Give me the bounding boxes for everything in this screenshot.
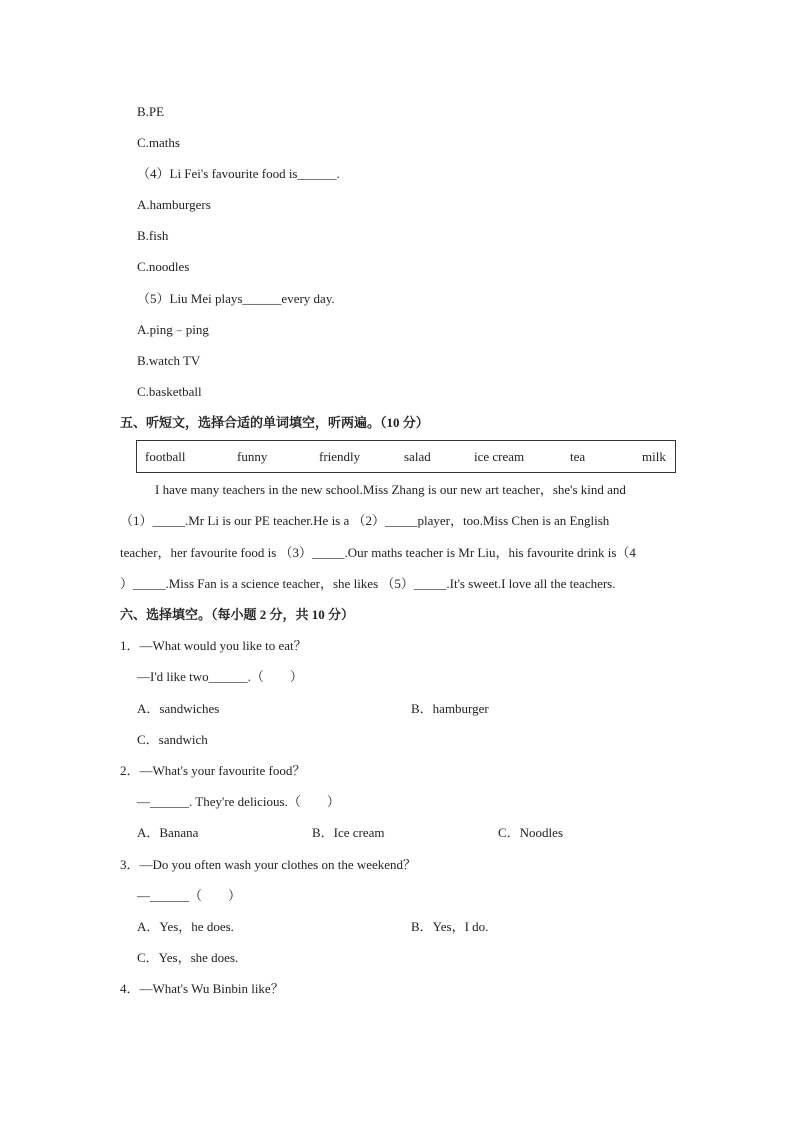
option-4b: B.fish [137, 228, 169, 243]
question-2-answer-line: —______. They're delicious.（ ） [137, 794, 340, 809]
question-3-option-a: A．Yes，he does. [137, 919, 234, 934]
question-2-option-b: B．Ice cream [312, 825, 385, 840]
question-1-stem: 1．—What would you like to eat？ [120, 638, 307, 653]
question-1-option-c: C．sandwich [137, 732, 208, 747]
option-3c: C.maths [137, 135, 180, 150]
option-5c: C.basketball [137, 384, 202, 399]
passage-line-4: ）_____.Miss Fan is a science teacher，she likes （5）_____.It's sweet.I love all the teachers. [120, 576, 616, 591]
question-3-option-b: B．Yes，I do. [411, 919, 489, 934]
word-salad: salad [404, 449, 431, 464]
passage-line-2: （1）_____.Mr Li is our PE teacher.He is a （2）_____player，too.Miss Chen is an English [120, 513, 610, 528]
section-5-heading: 五、听短文，选择合适的单词填空，听两遍。（10 分） [120, 415, 429, 430]
option-3b: B.PE [137, 104, 165, 119]
question-2-option-c: C．Noodles [498, 825, 564, 840]
question-1-option-b: B．hamburger [411, 701, 489, 716]
word-ice-cream: ice cream [474, 449, 525, 464]
word-milk: milk [642, 449, 666, 464]
question-3-stem: 3．—Do you often wash your clothes on the weekend？ [120, 857, 417, 872]
passage-line-3: teacher，her favourite food is （3）_____.Our maths teacher is Mr Liu，his favourite drink is（4 [120, 545, 636, 560]
option-5a: A.ping﹣ping [137, 322, 209, 337]
question-1-option-a: A．sandwiches [137, 701, 220, 716]
question-5-stem: （5）Liu Mei plays______every day. [137, 291, 335, 306]
section-6-heading: 六、选择填空。（每小题 2 分，共 10 分） [120, 607, 355, 622]
option-4a: A.hamburgers [137, 197, 211, 212]
word-bank [136, 440, 676, 473]
question-3-answer-line: —______（ ） [137, 888, 242, 903]
question-4-stem-part6: 4．—What's Wu Binbin like？ [120, 981, 284, 996]
question-2-option-a: A．Banana [137, 825, 199, 840]
word-football: football [145, 449, 186, 464]
question-3-option-c: C．Yes，she does. [137, 950, 239, 965]
option-5b: B.watch TV [137, 353, 201, 368]
word-funny: funny [237, 449, 268, 464]
question-4-stem: （4）Li Fei's favourite food is______. [137, 166, 340, 181]
word-friendly: friendly [319, 449, 361, 464]
question-1-answer-line: —I'd like two______.（ ） [137, 669, 303, 684]
question-2-stem: 2．—What's your favourite food？ [120, 763, 306, 778]
option-4c: C.noodles [137, 259, 190, 274]
word-tea: tea [570, 449, 586, 464]
passage-line-1: I have many teachers in the new school.Miss Zhang is our new art teacher，she's kind and [155, 482, 626, 497]
